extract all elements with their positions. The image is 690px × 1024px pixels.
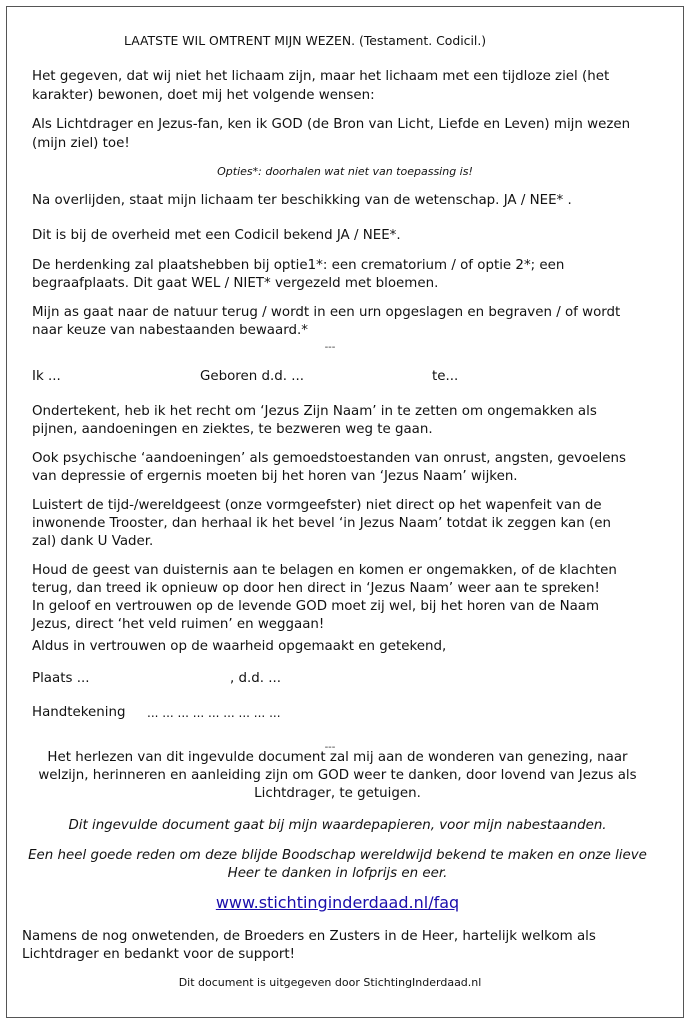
memorial-line-1: De herdenking zal plaatshebben bij optie1*: een crematorium / of optie 2*; een [32,258,565,273]
darkness-line-4: Jezus, direct ‘het veld ruimen’ en weggaan! [32,617,325,632]
document-title: LAATSTE WIL OMTRENT MIJN WEZEN. (Testament. Codicil.) [124,33,487,48]
reason-line-1: Een heel goede reden om deze blijde Boodschap wereldwijd bekend te maken en onze lieve [28,848,647,863]
birthdate-field: Geboren d.d. ... [200,369,305,384]
spirit-line-1: Luistert de tijd-/wereldgeest (onze vormgeefster) niet direct op het wapenfeit van de [32,498,602,513]
faq-link[interactable]: www.stichtinginderdaad.nl/faq [215,893,460,912]
signed-line-1: Ondertekent, heb ik het recht om ‘Jezus Zijn Naam’ in te zetten om ongemakken als [32,404,597,419]
spirit-line-2: inwonende Trooster, dan herhaal ik het bevel ‘in Jezus Naam’ totdat ik zeggen kan (en [32,516,611,531]
psychic-line-2: van depressie of ergernis moeten bij het horen van ‘Jezus Naam’ wijken. [32,469,518,484]
separator-2: --- [324,742,336,753]
darkness-line-2: terug, dan treed ik opnieuw op door hen direct in ‘Jezus Naam’ weer aan te spreken! [32,581,600,596]
reread-line-3: Lichtdrager, te getuigen. [254,786,421,801]
dedication-line-1: Als Lichtdrager en Jezus-fan, ken ik GOD (de Bron van Licht, Liefde en Leven) mijn wezen [32,117,631,132]
reread-line-1: Het herlezen van dit ingevulde document zal mij aan de wonderen van genezing, naar [47,750,628,765]
birthplace-field: te... [432,369,459,384]
intro-line-1: Het gegeven, dat wij niet het lichaam zijn, maar het lichaam met een tijdloze ziel (het [32,69,610,84]
ashes-line-2: naar keuze van nabestaanden bewaard.* [32,323,308,338]
memorial-line-2: begraafplaats. Dit gaat WEL / NIET* vergezeld met bloemen. [32,276,439,291]
dedication-line-2: (mijn ziel) toe! [32,136,130,151]
ashes-line-1: Mijn as gaat naar de natuur terug / wordt in een urn opgeslagen en begraven / of wordt [32,305,621,320]
signed-line-2: pijnen, aandoeningen en ziektes, te bezweren weg te gaan. [32,422,433,437]
darkness-line-1: Houd de geest van duisternis aan te belagen en komen er ongemakken, of de klachten [32,563,617,578]
place-field: Plaats ... [32,671,90,686]
welcome-line-1: Namens de nog onwetenden, de Broeders en Zusters in de Heer, hartelijk welkom als [22,929,596,944]
name-field: Ik ... [32,369,61,384]
darkness-line-3: In geloof en vertrouwen op de levende GOD moet zij wel, bij het horen van de Naam [32,599,600,614]
codicil-option: Dit is bij de overheid met een Codicil bekend JA / NEE*. [32,228,401,243]
psychic-line-1: Ook psychische ‘aandoeningen’ als gemoedstoestanden van onrust, angsten, gevoelens [32,451,626,466]
separator-1: --- [324,342,336,353]
welcome-line-2: Lichtdrager en bedankt voor de support! [22,947,296,962]
options-note: Opties*: doorhalen wat niet van toepassing is! [217,165,473,178]
science-option: Na overlijden, staat mijn lichaam ter beschikking van de wetenschap. JA / NEE* . [32,193,572,208]
drawn-up-statement: Aldus in vertrouwen op de waarheid opgemaakt en getekend, [32,639,447,654]
publisher-note: Dit document is uitgegeven door StichtingInderdaad.nl [178,976,482,989]
signature-label: Handtekening [32,705,126,720]
reread-line-2: welzijn, herinneren en aanleiding zijn om GOD weer te danken, door lovend van Jezus als [38,768,637,783]
keep-note: Dit ingevulde document gaat bij mijn waardepapieren, voor mijn nabestaanden. [68,818,607,833]
signature-line: ... ... ... ... ... ... ... ... ... [147,706,281,720]
intro-line-2: karakter) bewonen, doet mij het volgende wensen: [32,88,375,103]
spirit-line-3: zal) dank U Vader. [32,534,154,549]
sign-date-field: , d.d. ... [230,671,282,686]
reason-line-2: Heer te danken in lofprijs en eer. [227,866,448,881]
